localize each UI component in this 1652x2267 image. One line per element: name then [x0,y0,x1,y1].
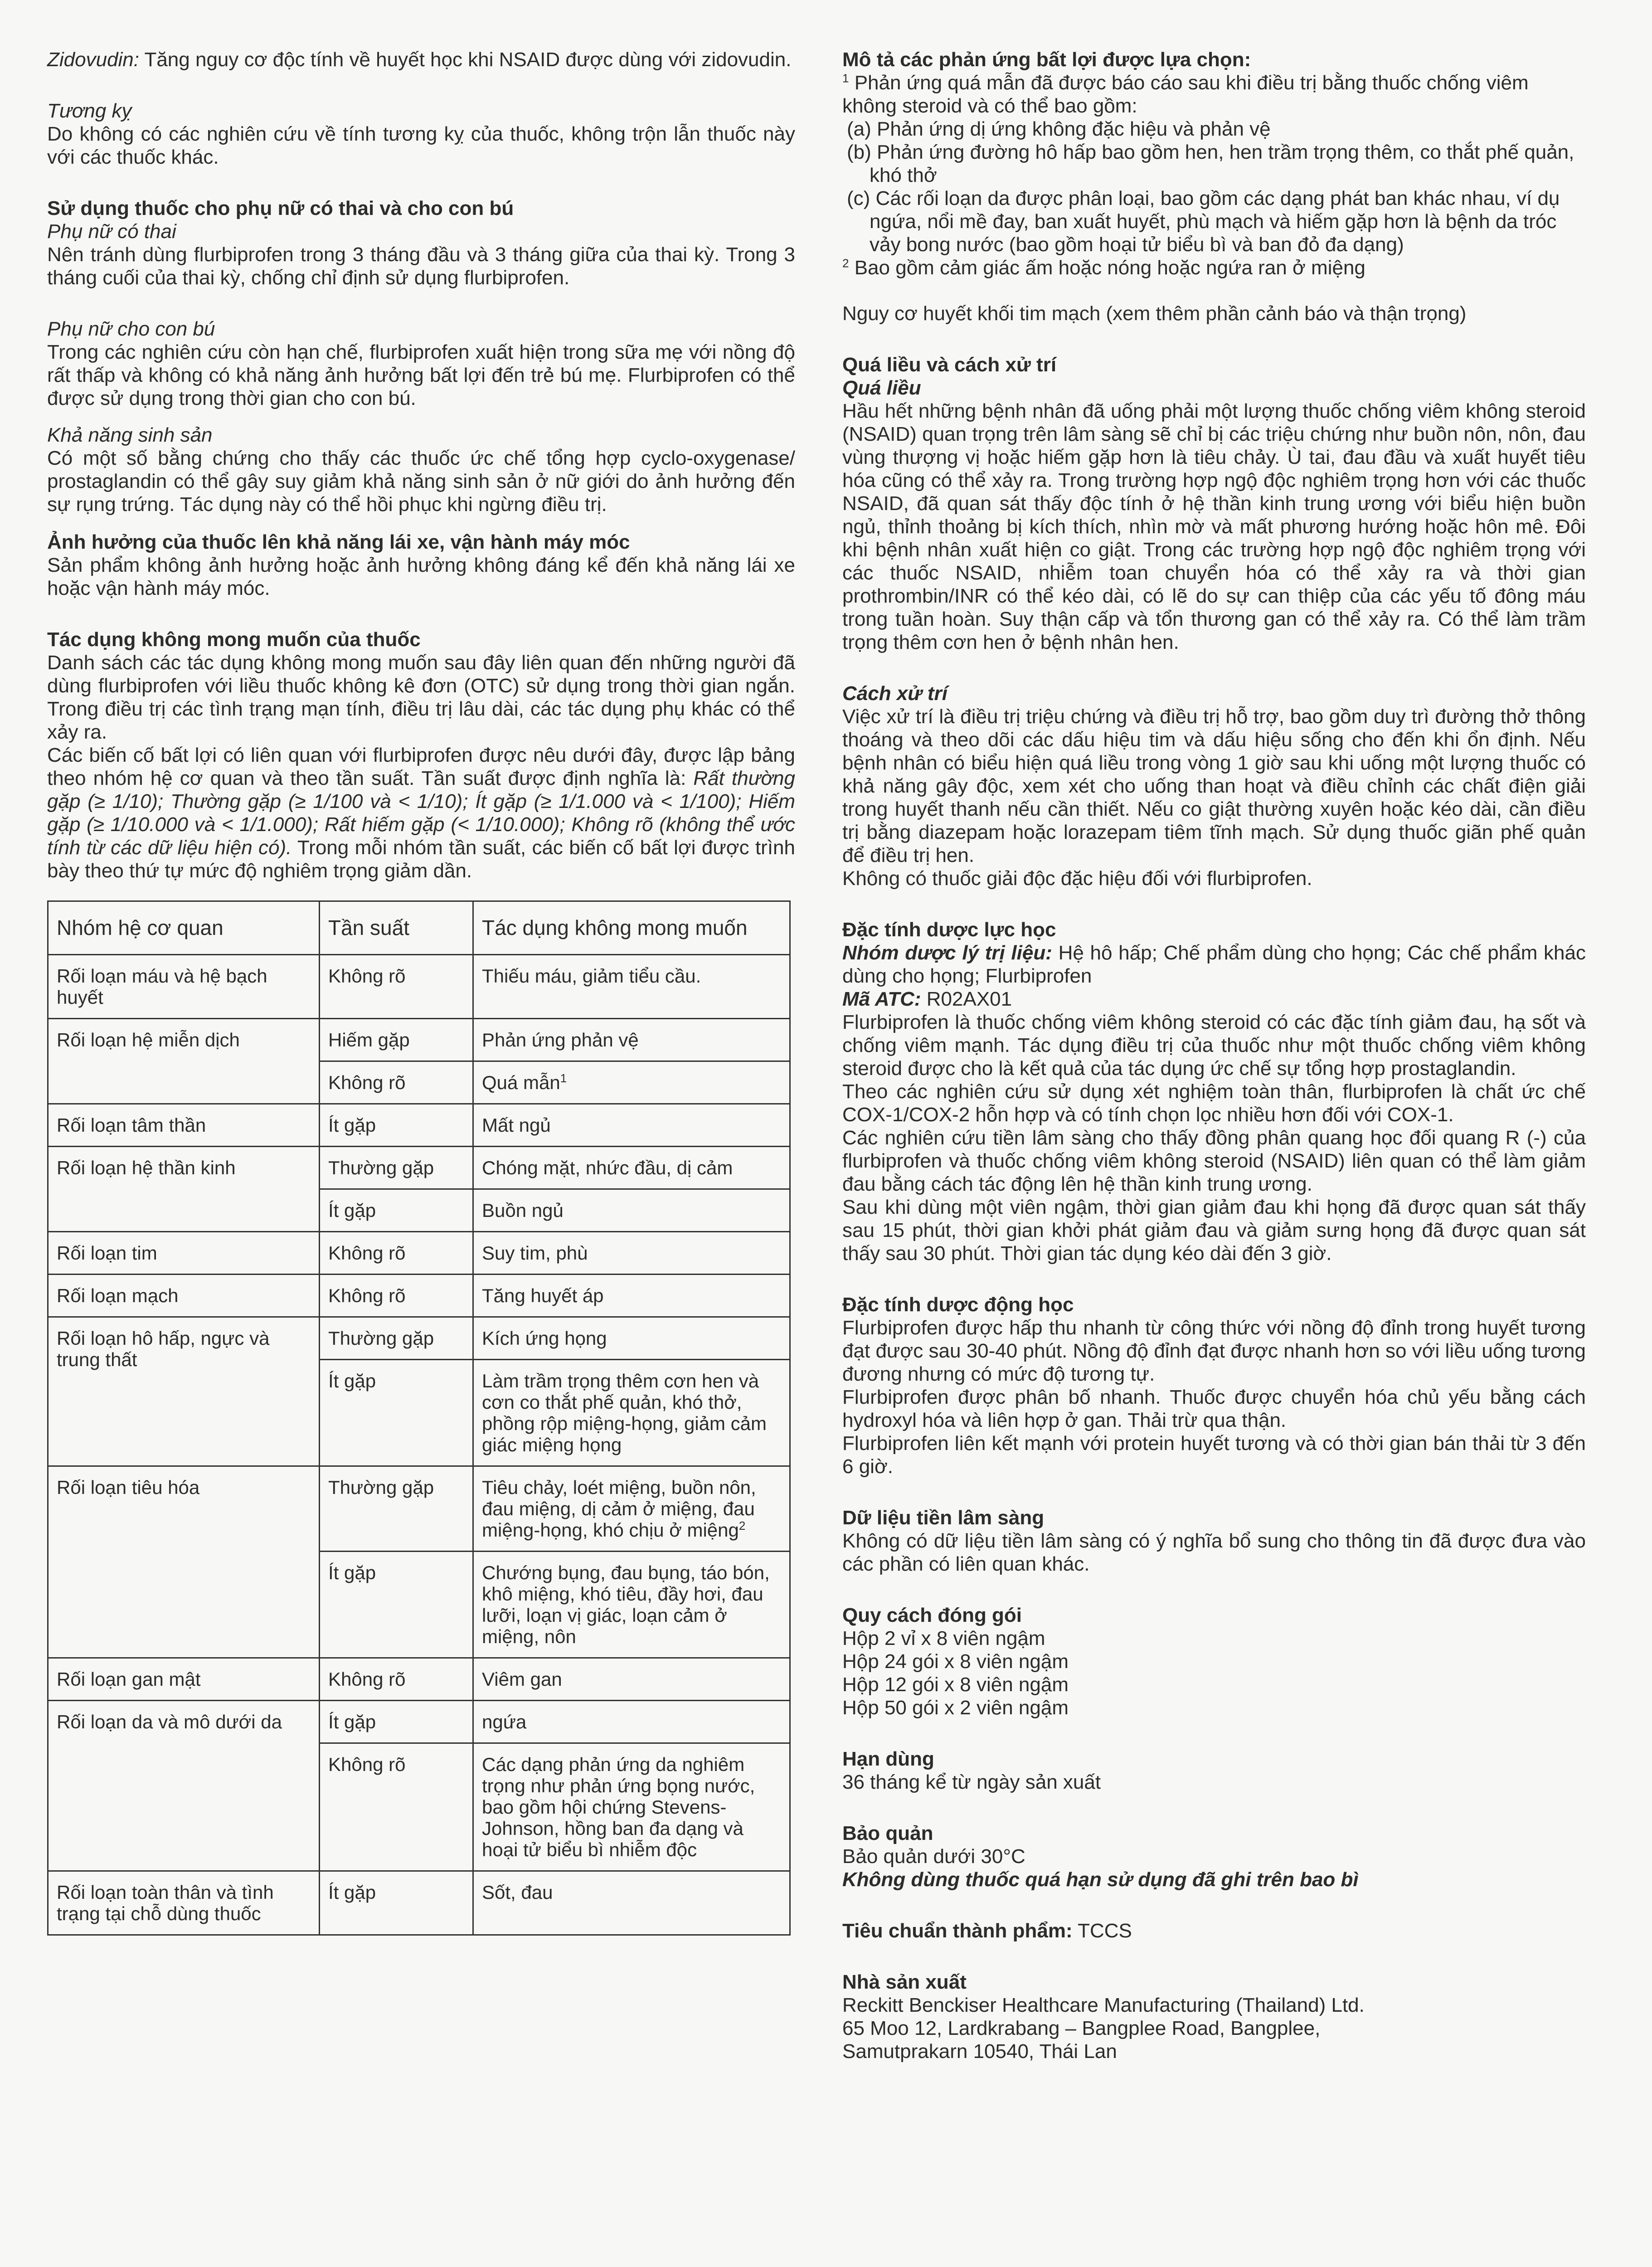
adr-p1: Danh sách các tác dụng không mong muốn sau đây liên quan đến những người đã dùng flurbiprofen với liều thuốc không kê đơn (OTC) sử dụng trong thời gian ngắn. Trong điều trị các tình trạng mạn tính, điều trị lâu dài, các tác dụng phụ khác có thể xảy ra. [47,652,795,743]
pregnancy-sub2: Phụ nữ cho con bú [47,318,215,340]
packaging-title: Quy cách đóng gói [842,1604,1022,1626]
effect-cell: Chóng mặt, nhức đầu, dị cảm [473,1147,790,1189]
effect-cell [473,1466,790,1552]
footnote-2-marker: 2 [842,256,849,270]
pd-atc-code: R02AX01 [921,988,1012,1010]
organ-cell: Rối loạn hô hấp, ngực và trung thất [48,1317,320,1466]
footnote-marker: 2 [739,1519,746,1532]
manufacturer-line: Reckitt Benckiser Healthcare Manufacturing (Thailand) Ltd. [842,1994,1365,2016]
list-item: (c) Các rối loạn da được phân loại, bao gồm các dạng phát ban khác nhau, ví dụ ngứa, nổi mề đay, ban xuất huyết, phù mạch và hiếm gặp hơn là bệnh da tróc vảy bong nước (bao gồm hoại tử biểu bì và ban đỏ đa dạng) [847,187,1560,256]
table-row [48,1317,790,1360]
table-header-row [48,901,790,955]
pd-p3: Các nghiên cứu tiền lâm sàng cho thấy đồng phân quang học đối quang R (-) của flurbiprofen và thuốc chống viêm không steroid (NSAID) liên quan có thể làm giảm đau bằng cách tác động lên hệ thần kinh trung ương. [842,1127,1586,1195]
frequency-cell: Ít gặp [320,1871,473,1935]
list-item: (a) Phản ứng dị ứng không đặc hiệu và phản vệ [847,118,1271,140]
frequency-cell: Không rõ [320,955,473,1019]
organ-cell: Rối loạn tiêu hóa [48,1466,320,1658]
organ-cell: Rối loạn hệ miễn dịch [48,1019,320,1104]
driving-title: Ảnh hưởng của thuốc lên khả năng lái xe, vận hành máy móc [47,531,630,553]
adr-p2-outro: Trong mỗi nhóm tần suất, các biến cố bất lợi được trình bày theo thứ tự mức độ nghiêm trọng giảm dần. [47,837,795,882]
effect-cell [473,1061,790,1104]
adverse-effects-table [47,900,791,1936]
table-row [48,1658,790,1701]
pd-p4: Sau khi dùng một viên ngậm, thời gian giảm đau khi họng đã được quan sát thấy sau 15 phút, thời gian khởi phát giảm đau và giảm sưng họng đã được quan sát thấy sau 30 phút. Thời gian tác dụng kéo dài đến 3 giờ. [842,1196,1586,1265]
overdose-sub1: Quá liều [842,377,921,399]
storage-section [842,1822,1586,1891]
tuong-ky-text: Do không có các nghiên cứu về tính tương kỵ của thuốc, không trộn lẫn thuốc này với các thuốc khác. [47,123,795,168]
effect-cell: Mất ngủ [473,1104,790,1147]
standard-section [842,1919,1586,1942]
overdose-title: Quá liều và cách xử trí [842,354,1057,376]
table-row [48,1871,790,1935]
pd-atc [842,988,1586,1011]
preclinical-section [842,1506,1586,1576]
packaging-item: Hộp 50 gói x 2 viên ngậm [842,1697,1069,1719]
overdose-text1: Hầu hết những bệnh nhân đã uống phải một lượng thuốc chống viêm không steroid (NSAID) quan trọng trên lâm sàng sẽ chỉ bị các triệu chứng như buồn nôn, nôn, đau vùng thượng vị hoặc hiếm gặp hơn là tiêu chảy. Ù tai, đau đầu và xuất huyết tiêu hóa cũng có thể xảy ra. Trong trường hợp ngộ độc nghiêm trọng hơn với các thuốc NSAID, đã quan sát thấy độc tính ở hệ thần kinh trung ương với biểu hiện buồn ngủ, thỉnh thoảng bị kích thích, nhìn mờ và mất phương hướng hoặc hôn mê. Đôi khi bệnh nhân xuất hiện co giật. Trong các trường hợp ngộ độc nghiêm trọng với các thuốc NSAID, nhiễm toan chuyển hóa có thể xảy ra và thời gian prothrombin/INR có thể kéo dài, có lẽ do sự can thiệp của các yếu tố đông máu trong tuần hoàn. Suy thận cấp và tổn thương gan có thể xảy ra. Có thể làm trầm trọng thêm cơn hen ở bệnh nhân hen. [842,400,1586,653]
footnote-1-text: Phản ứng quá mẫn đã được báo cáo sau khi điều trị bằng thuốc chống viêm không steroid và có thể bao gồm: [842,72,1529,117]
adr-frequency-definitions: Rất thường gặp (≥ 1/10); Thường gặp (≥ 1/100 và < 1/10); Ít gặp (≥ 1/1.000 và < 1/100); Hiếm gặp (≥ 1/10.000 và < 1/1.000); Rất hiếm gặp (< 1/10.000); Không rõ (không thể ước tính từ các dữ liệu hiện có). [47,767,795,859]
selected-reactions-section [842,48,1586,325]
organ-cell: Rối loạn gan mật [48,1658,320,1701]
frequency-cell: Thường gặp [320,1317,473,1360]
organ-cell: Rối loạn hệ thần kinh [48,1147,320,1232]
overdose-text2: Việc xử trí là điều trị triệu chứng và điều trị hỗ trợ, bao gồm duy trì đường thở thông thoáng và theo dõi các dấu hiệu tim và dấu hiệu sống cho đến khi ổn định. Nếu bệnh nhân có biểu hiện quá liều trong vòng 1 giờ sau khi uống một lượng thuốc có khả năng gây độc, xem xét cho uống than hoạt và điều chỉnh các chất điện giải trong huyết thanh nếu cần thiết. Nếu co giật thường xuyên hoặc kéo dài, cần điều trị bằng diazepam hoặc lorazepam tiêm tĩnh mạch. Sử dụng thuốc giãn phế quản để điều trị hen. [842,705,1586,866]
table-row [48,1147,790,1189]
adr-title: Tác dụng không mong muốn của thuốc [47,628,421,651]
pharmacodynamics-section [842,918,1586,1265]
frequency-cell: Không rõ [320,1232,473,1275]
right-column [842,48,1586,2091]
storage-title: Bảo quản [842,1822,933,1844]
effect-cell: Viêm gan [473,1658,790,1701]
pharmacokinetics-section [842,1293,1586,1478]
frequency-cell: Không rõ [320,1275,473,1317]
zidovudin-section [47,48,795,71]
preclinical-text: Không có dữ liệu tiền lâm sàng có ý nghĩa bổ sung cho thông tin đã được đưa vào các phần có liên quan khác. [842,1530,1586,1575]
standard-label: Tiêu chuẩn thành phẩm: [842,1920,1073,1942]
effect-cell: Suy tim, phù [473,1232,790,1275]
organ-cell: Rối loạn mạch [48,1275,320,1317]
shelf-life-title: Hạn dùng [842,1748,934,1770]
frequency-cell: Không rõ [320,1743,473,1871]
effect-text: Tiêu chảy, loét miệng, buồn nôn, đau miệng, dị cảm ở miệng, đau miệng-họng, khó chịu ở miệng [482,1477,756,1541]
organ-cell: Rối loạn tim [48,1232,320,1275]
table-row [48,1232,790,1275]
pregnancy-section [47,197,795,516]
footnote-1 [842,71,1586,117]
effect-cell: Làm trầm trọng thêm cơn hen và cơn co thắt phế quản, khó thở, phồng rộp miệng-họng, giảm cảm giác miệng họng [473,1360,790,1466]
pd-p1: Flurbiprofen là thuốc chống viêm không steroid có các đặc tính giảm đau, hạ sốt và chống viêm mạnh. Tác dụng điều trị của thuốc như một thuốc chống viêm không steroid được cho là kết quả của tác dụng ức chế sự tổng hợp prostaglandin. [842,1011,1586,1080]
effect-text: Quá mẫn [482,1072,560,1093]
overdose-section [842,353,1586,890]
pregnancy-title: Sử dụng thuốc cho phụ nữ có thai và cho con bú [47,197,514,219]
organ-cell: Rối loạn máu và hệ bạch huyết [48,955,320,1019]
standard-line [842,1919,1586,1942]
organ-cell: Rối loạn toàn thân và tình trạng tại chỗ dùng thuốc [48,1871,320,1935]
footnote-1-marker: 1 [842,71,849,85]
adr-p2-intro: Các biến cố bất lợi có liên quan với flurbiprofen được nêu dưới đây, được lập bảng theo nhóm hệ cơ quan và theo tần suất. Tần suất được định nghĩa là: [47,744,795,789]
frequency-cell: Ít gặp [320,1189,473,1232]
effect-cell: Buồn ngủ [473,1189,790,1232]
pk-p1: Flurbiprofen được hấp thu nhanh từ công thức với nồng độ đỉnh trong huyết tương đạt được sau 30-40 phút. Nồng độ đỉnh đạt được nhanh hơn so với liều uống tương đương nhưng có mức độ tương tự. [842,1317,1586,1385]
frequency-cell: Thường gặp [320,1147,473,1189]
header-effect: Tác dụng không mong muốn [473,901,790,955]
left-column [47,48,795,1936]
overdose-sub2: Cách xử trí [842,682,947,705]
effect-cell: Sốt, đau [473,1871,790,1935]
packaging-item: Hộp 24 gói x 8 viên ngậm [842,1650,1069,1673]
zidovudin-body: Tăng nguy cơ độc tính về huyết học khi NSAID được dùng với zidovudin. [144,49,792,71]
pk-title: Đặc tính dược động học [842,1294,1074,1316]
shelf-life-text: 36 tháng kể từ ngày sản xuất [842,1771,1101,1793]
effect-cell: Các dạng phản ứng da nghiêm trọng như phản ứng bọng nước, bao gồm hội chứng Stevens-Johnson, hồng ban đa dạng và hoại tử biểu bì nhiễm độc [473,1743,790,1871]
pd-group [842,941,1586,988]
pd-title: Đặc tính dược lực học [842,919,1056,941]
pd-group-text: Hệ hô hấp; Chế phẩm dùng cho họng; Các chế phẩm khác dùng cho họng; Flurbiprofen [842,942,1586,987]
selected-reactions-title: Mô tả các phản ứng bất lợi được lựa chọn: [842,49,1251,71]
pk-p2: Flurbiprofen được phân bố nhanh. Thuốc được chuyển hóa chủ yếu bằng cách hydroxyl hóa và liên hợp ở gan. Thải trừ qua thận. [842,1386,1586,1431]
manufacturer-line: Samutprakarn 10540, Thái Lan [842,2040,1117,2063]
table-row [48,1701,790,1743]
table-row [48,1275,790,1317]
hypersensitivity-list [842,117,1586,256]
adr-p2 [47,744,795,882]
storage-text: Bảo quản dưới 30°C [842,1845,1025,1868]
organ-cell: Rối loạn da và mô dưới da [48,1701,320,1871]
frequency-cell: Ít gặp [320,1360,473,1466]
packaging-item: Hộp 2 vỉ x 8 viên ngậm [842,1627,1045,1649]
tuong-ky-title: Tương kỵ [47,100,132,122]
header-organ: Nhóm hệ cơ quan [48,901,320,955]
zidovudin-label: Zidovudin: [47,49,140,71]
effect-cell: Tăng huyết áp [473,1275,790,1317]
manufacturer-line: 65 Moo 12, Lardkrabang – Bangplee Road, Bangplee, [842,2017,1321,2039]
driving-text: Sản phẩm không ảnh hưởng hoặc ảnh hưởng không đáng kể đến khả năng lái xe hoặc vận hành máy móc. [47,554,795,599]
frequency-cell: Thường gặp [320,1466,473,1552]
pregnancy-sub1: Phụ nữ có thai [47,220,176,243]
standard-value: TCCS [1072,1920,1132,1942]
pregnancy-text1: Nên tránh dùng flurbiprofen trong 3 tháng đầu và 3 tháng giữa của thai kỳ. Trong 3 tháng cuối của thai kỳ, chống chỉ định sử dụng flurbiprofen. [47,243,795,289]
effect-cell: Kích ứng họng [473,1317,790,1360]
effect-cell: Chướng bụng, đau bụng, táo bón, khô miệng, khó tiêu, đầy hơi, đau lưỡi, loạn vị giác, loạn cảm ở miệng, nôn [473,1552,790,1658]
packaging-item: Hộp 12 gói x 8 viên ngậm [842,1673,1069,1696]
zidovudin-text [47,48,795,71]
packaging-section [842,1604,1586,1719]
table-row [48,1466,790,1552]
pregnancy-text2: Trong các nghiên cứu còn hạn chế, flurbiprofen xuất hiện trong sữa mẹ với nồng độ rất thấp và không có khả năng ảnh hưởng bất lợi đến trẻ bú mẹ. Flurbiprofen có thể được sử dụng trong thời gian cho con bú. [47,341,795,409]
pregnancy-sub3: Khả năng sinh sản [47,424,213,446]
frequency-cell: Ít gặp [320,1104,473,1147]
pregnancy-text3: Có một số bằng chứng cho thấy các thuốc ức chế tổng hợp cyclo-oxygenase/ prostaglandin có thể gây suy giảm khả năng sinh sản ở nữ giới do ảnh hưởng đến sự rụng trứng. Tác dụng này có thể hồi phục khi ngừng điều trị. [47,447,795,516]
manufacturer-title: Nhà sản xuất [842,1971,967,1993]
preclinical-title: Dữ liệu tiền lâm sàng [842,1507,1045,1529]
frequency-cell: Không rõ [320,1061,473,1104]
adr-section [47,628,795,882]
table-row [48,955,790,1019]
header-frequency: Tần suất [320,901,473,955]
pd-p2: Theo các nghiên cứu sử dụng xét nghiệm toàn thân, flurbiprofen là chất ức chế COX-1/COX-2 hỗn hợp và có tính chọn lọc nhiều hơn đối với COX-1. [842,1080,1586,1126]
frequency-cell: Không rõ [320,1658,473,1701]
effect-cell: Thiếu máu, giảm tiểu cầu. [473,955,790,1019]
cardiovascular-risk: Nguy cơ huyết khối tim mạch (xem thêm phần cảnh báo và thận trọng) [842,302,1467,325]
storage-warning: Không dùng thuốc quá hạn sử dụng đã ghi trên bao bì [842,1868,1359,1891]
overdose-text3: Không có thuốc giải độc đặc hiệu đối với flurbiprofen. [842,867,1312,890]
list-item: (b) Phản ứng đường hô hấp bao gồm hen, hen trầm trọng thêm, co thắt phế quản, khó thở [847,141,1574,186]
manufacturer-section [842,1970,1586,2063]
footnote-2-text: Bao gồm cảm giác ấm hoặc nóng hoặc ngứa ran ở miệng [854,257,1365,279]
driving-section [47,530,795,600]
frequency-cell: Ít gặp [320,1552,473,1658]
frequency-cell: Hiếm gặp [320,1019,473,1061]
frequency-cell: Ít gặp [320,1701,473,1743]
footnote-marker: 1 [560,1071,567,1085]
organ-cell: Rối loạn tâm thần [48,1104,320,1147]
shelf-life-section [842,1747,1586,1794]
effect-cell: ngứa [473,1701,790,1743]
pk-p3: Flurbiprofen liên kết mạnh với protein huyết tương và có thời gian bán thải từ 3 đến 6 giờ. [842,1432,1586,1478]
table-row [48,1104,790,1147]
pd-atc-label: Mã ATC: [842,988,921,1010]
pd-group-label: Nhóm dược lý trị liệu: [842,942,1052,964]
tuong-ky-section [47,99,795,169]
effect-cell: Phản ứng phản vệ [473,1019,790,1061]
footnote-2 [842,256,1586,279]
table-row [48,1019,790,1061]
